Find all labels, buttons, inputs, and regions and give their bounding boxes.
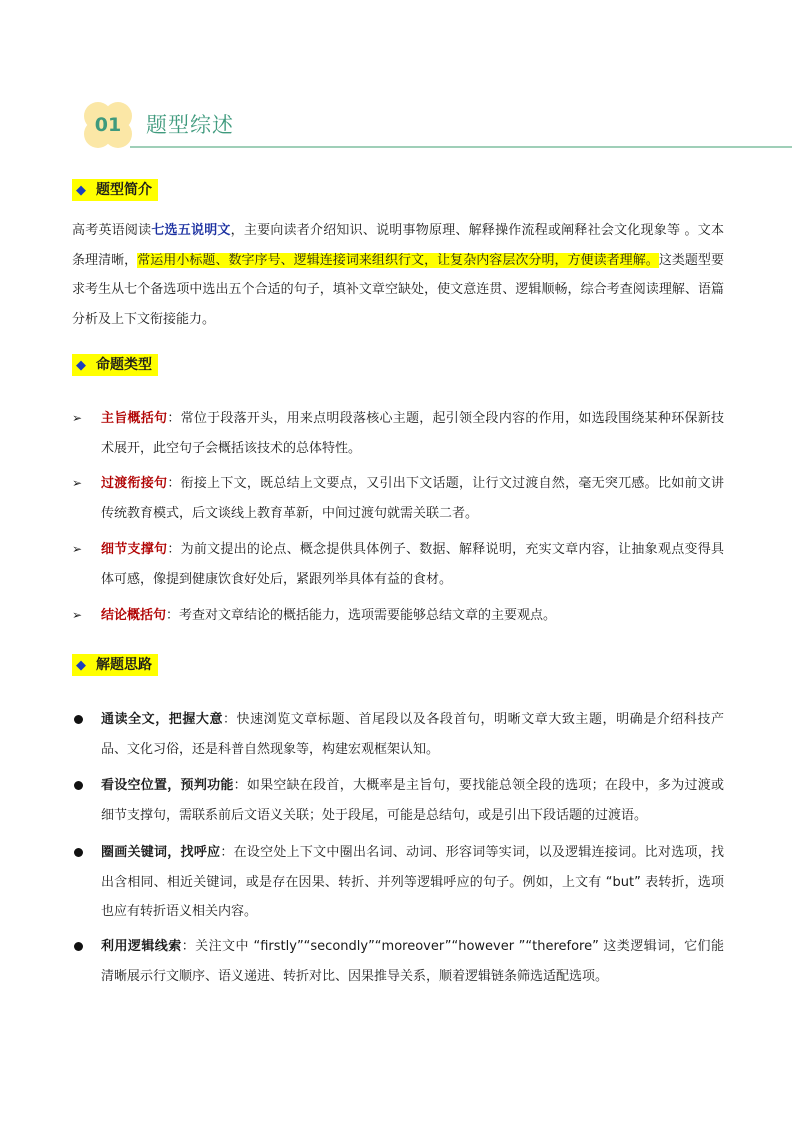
intro-text-1: 高考英语阅读 — [72, 223, 152, 238]
intro-paragraph — [72, 216, 724, 334]
arrow-bullet-icon: ➢ — [72, 476, 83, 490]
list-item-text — [101, 838, 724, 927]
arrow-bullet-icon: ➢ — [72, 608, 83, 622]
list-item-desc: ：常位于段落开头，用来点明段落核心主题，起引领全段内容的作用，如选段围绕某种环保新技术展开，此空句子会概括该技术的总体特性。 — [101, 411, 724, 456]
header-underline — [130, 146, 792, 148]
section-number: 01 — [94, 114, 122, 136]
heading-intro — [72, 179, 158, 201]
list-item-desc: ：在设空处上下文中圈出名词、动词、形容词等实词，以及逻辑连接词。比对选项，找出含相同、相近关键词，或是存在因果、转折、并列等逻辑呼应的句子。例如，上文有 “but” 表转折，选项也应有转折语义相关内容。 — [101, 845, 724, 919]
list-item-label: 利用逻辑线索 — [101, 939, 182, 954]
intro-highlight: 常运用小标题、数字序号、逻辑连接词来组织行文，让复杂内容层次分明，方便读者理解。 — [137, 252, 659, 268]
intro-text-2: ，主要向读者介绍知识、说明事物原理、解释操作流程或阐释社会文化现象等 。文本条理清晰， — [72, 223, 724, 268]
section-title: 题型综述 — [146, 113, 234, 137]
round-bullet-icon — [74, 781, 83, 790]
heading-strategy-label: 解题思路 — [96, 657, 152, 673]
list-item-desc: ：如果空缺在段首，大概率是主旨句，要找能总领全段的选项；在段中，多为过渡或细节支撑句，需联系前后文语义关联；处于段尾，可能是总结句，或是引出下段话题的过渡语。 — [101, 778, 724, 823]
heading-strategy — [72, 654, 158, 676]
intro-text-3: 这类题型要求考生从七个备选项中选出五个合适的句子，填补文章空缺处，使文意连贯、逻辑顺畅，综合考查阅读理解、语篇分析及上下文衔接能力。 — [72, 252, 724, 327]
intro-keyword: 七选五说明文 — [151, 223, 231, 238]
list-item-desc: ：关注文中 “firstly”“secondly”“moreover”“however ”“therefore” 这类逻辑词，它们能清晰展示行文顺序、语义递进、转折对比、因果推导关系，顺着逻辑链条筛选适配选项。 — [101, 939, 724, 984]
heading-types-label: 命题类型 — [96, 357, 152, 373]
list-item-label: 主旨概括句 — [101, 411, 168, 426]
list-item-label: 过渡衔接句 — [101, 476, 168, 491]
round-bullet-icon — [74, 848, 83, 857]
arrow-bullet-icon: ➢ — [72, 411, 83, 425]
section-header — [80, 100, 720, 150]
diamond-bullet-icon: ◆ — [76, 358, 86, 373]
list-item-text — [101, 404, 724, 463]
round-bullet-icon — [74, 715, 83, 724]
list-item-text — [101, 705, 724, 764]
list-item-text — [101, 535, 724, 594]
list-item-text — [101, 601, 724, 631]
diamond-bullet-icon: ◆ — [76, 658, 86, 673]
list-item-desc: ：衔接上下文，既总结上文要点，又引出下文话题，让行文过渡自然，毫无突兀感。比如前文讲传统教育模式，后文谈线上教育革新，中间过渡句就需关联二者。 — [101, 476, 724, 521]
list-item-label: 结论概括句 — [101, 608, 167, 623]
heading-types — [72, 354, 158, 376]
list-item-text — [101, 469, 724, 528]
arrow-bullet-icon: ➢ — [72, 542, 83, 556]
list-item-text — [101, 771, 724, 830]
list-item-desc: ：快速浏览文章标题、首尾段以及各段首句，明晰文章大致主题，明确是介绍科技产品、文化习俗，还是科普自然现象等，构建宏观框架认知。 — [101, 712, 724, 757]
list-item-label: 通读全文，把握大意 — [101, 712, 223, 727]
list-item-label: 圈画关键词，找呼应 — [101, 845, 221, 860]
list-item-desc: ：为前文提出的论点、概念提供具体例子、数据、解释说明，充实文章内容，让抽象观点变得具体可感，像提到健康饮食好处后，紧跟列举具体有益的食材。 — [101, 542, 724, 587]
list-item-label: 细节支撑句 — [101, 542, 168, 557]
list-item-desc: ：考查对文章结论的概括能力，选项需要能够总结文章的主要观点。 — [166, 608, 557, 623]
diamond-bullet-icon: ◆ — [76, 183, 86, 198]
list-item-label: 看设空位置，预判功能 — [101, 778, 234, 793]
heading-intro-label: 题型简介 — [96, 182, 152, 198]
round-bullet-icon — [74, 942, 83, 951]
list-item-text — [101, 932, 724, 991]
